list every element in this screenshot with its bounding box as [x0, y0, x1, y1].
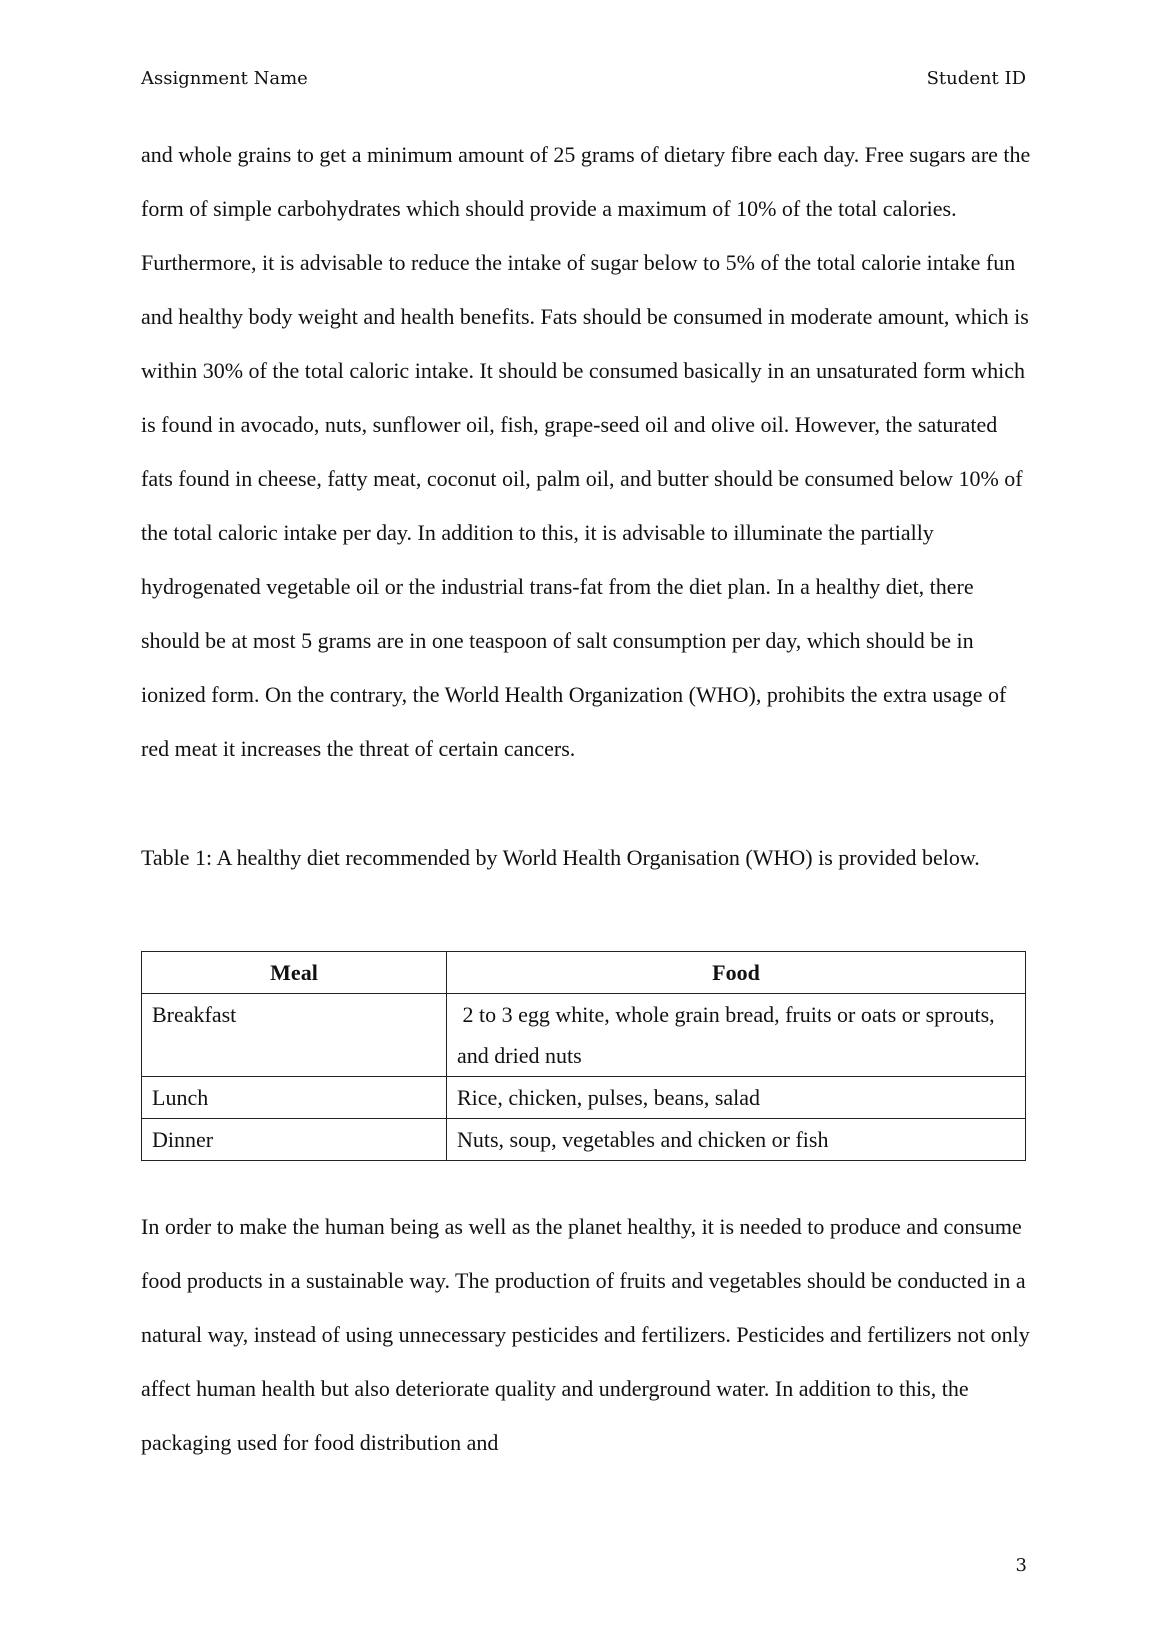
student-id: Student ID	[926, 68, 1026, 89]
body-paragraph-2: In order to make the human being as well as the planet healthy, it is needed to produce and consume food products in a sustainable way. The production of fruits and vegetables should be conducted in a natural way, instead of using unnecessary pesticides and fertilizers. Pesticides and fertilizers not only affect human health but also deteriorate quality and underground water. In addition to this, the packaging used for food distribution and	[141, 1214, 1030, 1455]
table-row	[142, 994, 1026, 1077]
meal-cell: Lunch	[142, 1077, 447, 1119]
table-row	[142, 1119, 1026, 1161]
meal-cell: Dinner	[142, 1119, 447, 1161]
header-meal: Meal	[142, 952, 447, 994]
page-number: 3	[1015, 1555, 1027, 1576]
food-cell: Nuts, soup, vegetables and chicken or fish	[447, 1119, 1026, 1161]
food-cell: 2 to 3 egg white, whole grain bread, fruits or oats or sprouts, and dried nuts	[447, 994, 1026, 1077]
assignment-name: Assignment Name	[141, 68, 308, 89]
table-header-row	[142, 952, 1026, 994]
body-paragraph-1: and whole grains to get a minimum amount of 25 grams of dietary fibre each day. Free sugars are the form of simple carbohydrates which should provide a maximum of 10% of the total calories. Furthermore, it is advisable to reduce the intake of sugar below to 5% of the total calorie intake fun and healthy body weight and health benefits. Fats should be consumed in moderate amount, which is within 30% of the total caloric intake. It should be consumed basically in an unsaturated form which is found in avocado, nuts, sunflower oil, fish, grape-seed oil and olive oil. However, the saturated fats found in cheese, fatty meat, coconut oil, palm oil, and butter should be consumed below 10% of the total caloric intake per day. In addition to this, it is advisable to illuminate the partially hydrogenated vegetable oil or the industrial trans-fat from the diet plan. In a healthy diet, there should be at most 5 grams are in one teaspoon of salt consumption per day, which should be in ionized form. On the contrary, the World Health Organization (WHO), prohibits the extra usage of red meat it increases the threat of certain cancers.	[141, 142, 1031, 761]
header-food: Food	[447, 952, 1026, 994]
diet-table	[141, 951, 1026, 1161]
meal-cell: Breakfast	[142, 994, 447, 1077]
table-row	[142, 1077, 1026, 1119]
page-header	[141, 68, 1026, 89]
food-cell: Rice, chicken, pulses, beans, salad	[447, 1077, 1026, 1119]
table-caption: Table 1: A healthy diet recommended by World Health Organisation (WHO) is provided below.	[141, 845, 980, 870]
